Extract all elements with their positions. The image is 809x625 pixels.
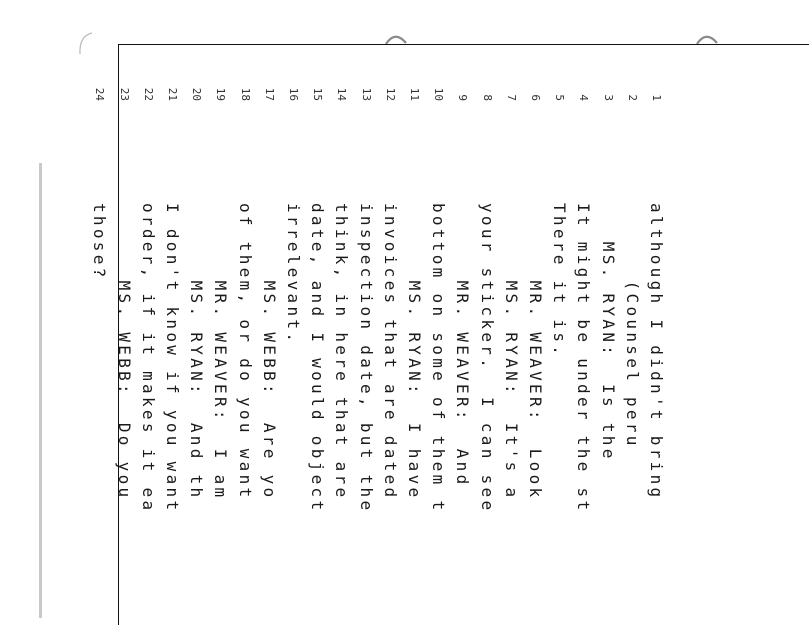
line-number: 5 [553, 94, 567, 101]
transcript-line [644, 45, 668, 625]
line-number: 4 [577, 94, 591, 101]
line-number: 22 [141, 87, 155, 101]
line-text: invoices that are dated [380, 203, 400, 501]
transcript-line [208, 45, 232, 625]
line-text: MR. WEAVER: I am [211, 203, 231, 501]
line-text: There it is. [550, 203, 570, 359]
transcript-line [474, 45, 498, 625]
line-text: date, and I would object [308, 203, 328, 514]
transcript-line [305, 45, 329, 625]
line-number: 12 [383, 87, 397, 101]
line-number: 11 [408, 87, 421, 101]
line-number: 6 [529, 94, 542, 101]
line-text: MR. WEAVER: And [453, 203, 473, 488]
line-number: 21 [166, 87, 179, 101]
line-number: 10 [432, 87, 446, 101]
line-text: It might be under the st [574, 203, 594, 514]
line-text: MS. WEBB: Are yo [259, 203, 279, 501]
line-text: inspection date, but the [356, 203, 376, 514]
line-text: irrelevant. [284, 203, 303, 346]
transcript-line [571, 45, 595, 625]
line-number: 7 [504, 94, 518, 101]
transcript-line [426, 45, 450, 625]
line-text: I don't know if you want [163, 203, 182, 514]
line-text: although I didn't bring [647, 203, 666, 501]
transcript-line [184, 45, 208, 625]
transcript-line [329, 45, 353, 625]
transcript-line [111, 45, 135, 625]
transcript-line [353, 45, 377, 625]
line-number: 19 [214, 87, 228, 101]
line-text: (Counsel peru [622, 203, 642, 449]
line-number: 9 [456, 94, 470, 101]
line-text: MS. WEBB: Do you [114, 203, 134, 501]
transcript-line [499, 45, 523, 625]
line-number: 1 [650, 94, 663, 101]
transcript-line [450, 45, 474, 625]
transcript-line [620, 45, 644, 625]
line-number: 20 [190, 87, 204, 101]
transcript-line [232, 45, 256, 625]
transcript-line [281, 45, 305, 625]
line-number: 14 [335, 87, 349, 101]
transcript-line [523, 45, 547, 625]
line-number: 13 [359, 87, 373, 101]
scan-edge-shadow [39, 163, 42, 618]
line-text: of them, or do you want [235, 203, 255, 501]
line-text: those? [90, 203, 110, 281]
line-text: think, in here that are [332, 203, 352, 501]
line-number: 24 [93, 87, 107, 101]
line-text: MS. RYAN: And th [187, 203, 207, 501]
line-number: 17 [262, 87, 276, 101]
line-number: 16 [287, 87, 300, 101]
transcript-line [136, 45, 160, 625]
line-text: your sticker. I can see [477, 203, 497, 514]
line-number: 15 [311, 87, 325, 101]
line-text: MS. RYAN: Is the [598, 203, 618, 462]
line-text: MR. WEAVER: Look [526, 203, 545, 501]
transcript-line [160, 45, 184, 625]
line-number: 3 [601, 94, 615, 101]
line-number: 18 [238, 87, 252, 101]
transcript-line [402, 45, 426, 625]
line-number: 2 [625, 94, 639, 101]
line-text: MS. RYAN: It's a [501, 203, 521, 501]
transcript-line [257, 45, 281, 625]
transcript-line [547, 45, 571, 625]
transcript-line [595, 45, 619, 625]
transcript-line [87, 45, 111, 625]
transcript-page [90, 44, 809, 625]
transcript-lines [90, 45, 701, 625]
line-text: order, if it makes it ea [138, 203, 158, 514]
line-number: 8 [480, 94, 494, 101]
transcript-line [378, 45, 402, 625]
line-text: bottom on some of them t [429, 203, 449, 514]
line-number: 23 [117, 87, 131, 101]
line-text: MS. RYAN: I have [405, 203, 424, 501]
